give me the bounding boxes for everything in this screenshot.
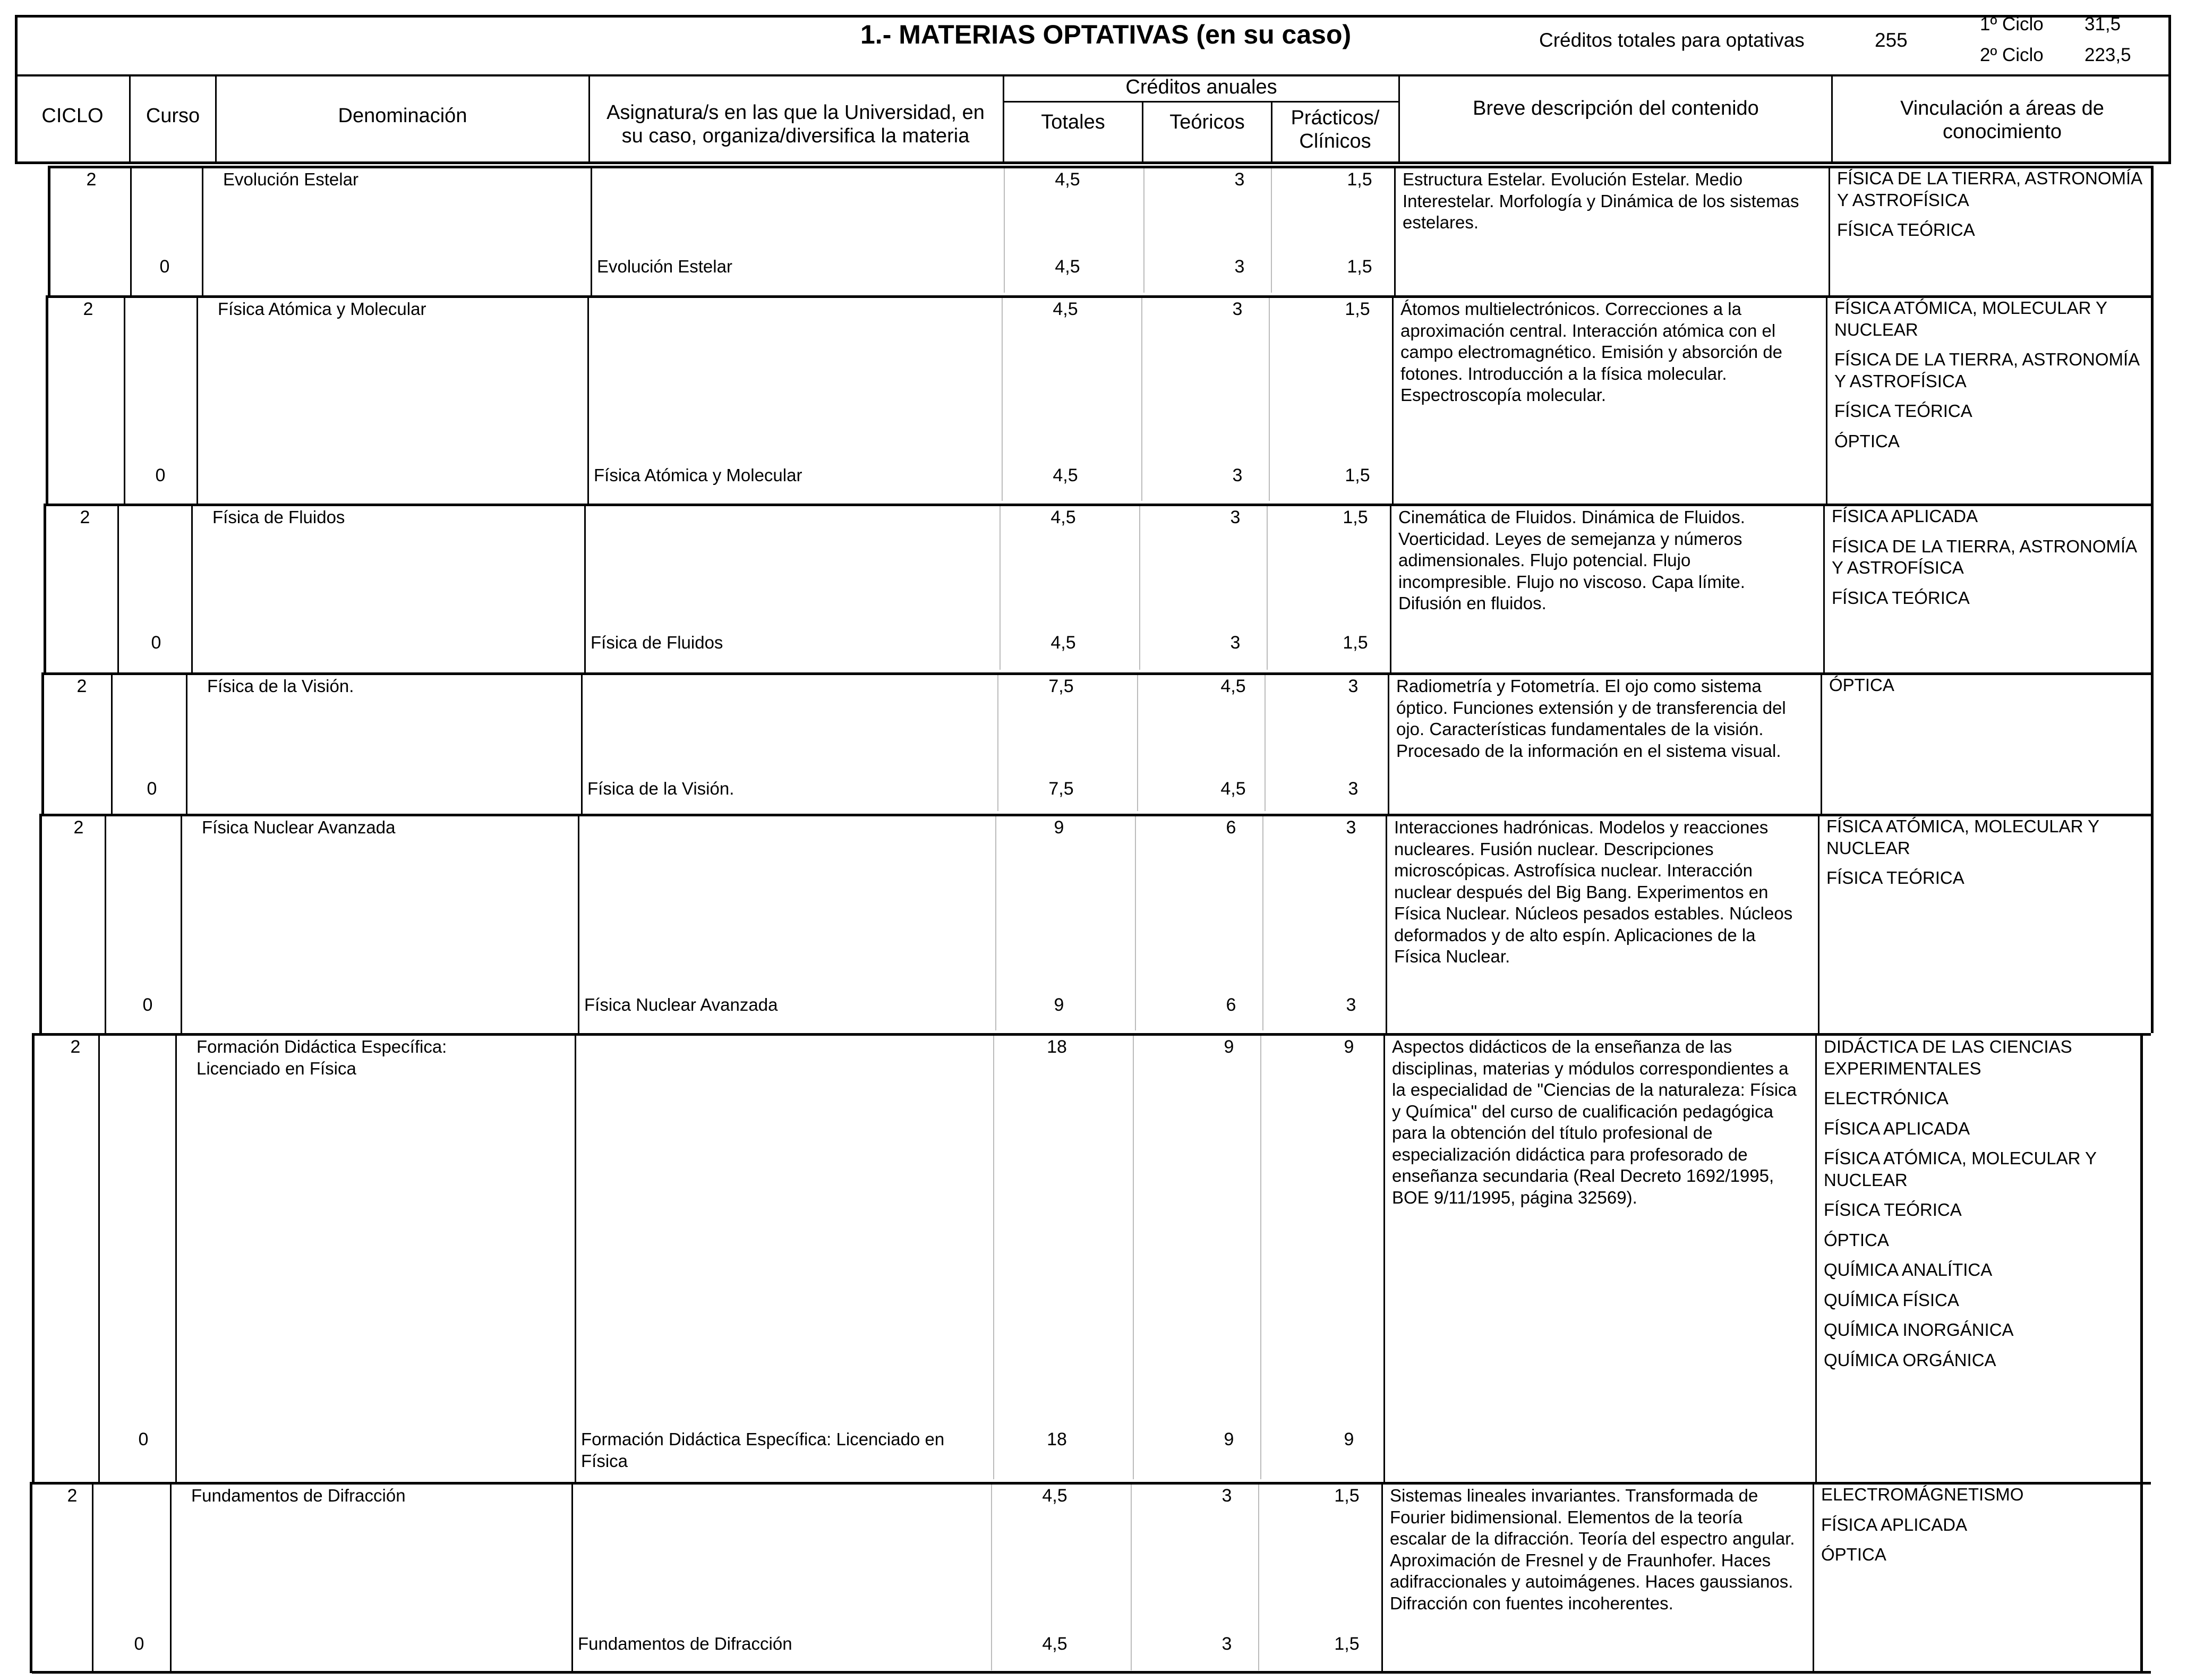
asignatura-curso: 0 <box>151 633 161 653</box>
creditos-subdivider <box>1003 101 1398 103</box>
cell-divider <box>202 166 203 295</box>
cell-divider-light <box>1133 1036 1134 1479</box>
row-right-border <box>2151 672 2154 814</box>
materia-creditos-teoricos: 4,5 <box>1220 676 1246 696</box>
area-conocimiento: FÍSICA TEÓRICA <box>1832 587 1970 608</box>
asignatura-creditos-totales: 4,5 <box>1050 633 1076 653</box>
area-conocimiento: FÍSICA ATÓMICA, MOLECULAR Y NUCLEAR <box>1824 1148 2097 1190</box>
materia-creditos-totales: 4,5 <box>1053 299 1078 319</box>
materia-creditos-teoricos: 3 <box>1230 507 1241 527</box>
materia-creditos-practicos: 1,5 <box>1347 169 1372 190</box>
asignatura-curso: 0 <box>142 995 153 1015</box>
cell-divider <box>1392 295 1394 504</box>
cell-divider <box>1818 814 1819 1033</box>
asignatura-curso: 0 <box>147 779 157 799</box>
area-conocimiento: FÍSICA APLICADA <box>1821 1514 1968 1534</box>
asignatura-creditos-practicos: 1,5 <box>1343 633 1368 653</box>
materia-areas <box>1821 1484 2129 1574</box>
asignatura-creditos-teoricos: 6 <box>1226 995 1236 1015</box>
area-conocimiento: FÍSICA DE LA TIERRA, ASTRONOMÍA Y ASTROFÍSICA <box>1837 168 2142 210</box>
row-right-border <box>2140 1033 2143 1482</box>
cell-divider <box>1390 504 1391 672</box>
cell-divider <box>1381 1482 1383 1673</box>
materia-descripcion: Interacciones hadrónicas. Modelos y reacciones nucleares. Fusión nuclear. Descripciones microscópicas. Astrofísica nuclear. Interacción nuclear después del Big Bang. Experimentos en Física Nuclear. Núcleos pesados estables. Núcleos deformados y de alto espín. Aplicaciones de la Física Nuclear. <box>1394 817 1793 966</box>
asignatura-creditos-practicos: 3 <box>1348 779 1359 799</box>
asignatura-creditos-totales: 4,5 <box>1053 465 1078 485</box>
asignatura-nombre: Evolución Estelar <box>597 257 732 276</box>
cell-divider <box>197 295 198 504</box>
cell-divider <box>1388 672 1389 814</box>
cell-divider <box>98 1033 100 1482</box>
cell-divider-light <box>997 675 998 811</box>
asignatura-creditos-teoricos: 4,5 <box>1220 779 1246 799</box>
cell-divider <box>578 814 579 1033</box>
table-bottom-border <box>32 1671 2151 1674</box>
materia-areas <box>1824 1036 2132 1379</box>
cell-divider <box>1823 504 1825 672</box>
row-left-border <box>30 1482 32 1673</box>
asignatura-creditos-teoricos: 3 <box>1234 257 1245 277</box>
area-conocimiento: ÓPTICA <box>1834 431 1900 451</box>
area-conocimiento: FÍSICA APLICADA <box>1832 506 1978 526</box>
materia-denominacion: Física de Fluidos <box>212 507 345 527</box>
materia-creditos-practicos: 3 <box>1348 676 1359 696</box>
col-header-denominacion: Denominación <box>338 105 467 127</box>
materia-creditos-teoricos: 3 <box>1234 169 1245 190</box>
materia-creditos-totales: 7,5 <box>1048 676 1074 696</box>
col-header-descripcion: Breve descripción del contenido <box>1473 97 1759 120</box>
materia-creditos-teoricos: 6 <box>1226 817 1236 838</box>
col-header-totales: Totales <box>1041 111 1105 133</box>
cell-divider <box>1813 1482 1814 1673</box>
asignatura-creditos-totales: 7,5 <box>1048 779 1074 799</box>
asignatura-nombre: Física Nuclear Avanzada <box>584 995 778 1014</box>
cell-divider <box>584 504 586 672</box>
cell-divider-light <box>1137 675 1138 811</box>
col-header-practicos: Prácticos/ Clínicos <box>1291 107 1380 152</box>
asignatura-nombre: Física Atómica y Molecular <box>594 465 802 485</box>
materia-denominacion: Física Nuclear Avanzada <box>202 817 396 837</box>
materia-denominacion: Formación Didáctica Específica: Licenciado en Física <box>197 1037 447 1078</box>
col-header-asignaturas: Asignatura/s en las que la Universidad, en su caso, organiza/diversifica la materia <box>606 101 985 147</box>
row-top-border <box>32 1033 2151 1036</box>
ciclo2-label: 2º Ciclo <box>1980 45 2044 65</box>
materia-creditos-practicos: 1,5 <box>1343 507 1368 527</box>
col-header-teoricos: Teóricos <box>1169 111 1245 133</box>
cell-divider-light <box>1139 506 1140 670</box>
asignatura-creditos-practicos: 1,5 <box>1334 1634 1360 1654</box>
materia-descripcion: Sistemas lineales invariantes. Transformada de Fourier bidimensional. Elementos de la teoría escalar de la difracción. Teoría del espectro angular. Aproximación de Fresnel y de Fraunhofer. Haces adifraccionales y autoimágenes. Haces gaussianos. Difracción con fuentes incoherentes. <box>1390 1486 1795 1613</box>
asignatura-creditos-totales: 9 <box>1054 995 1064 1015</box>
materia-denominacion: Física Atómica y Molecular <box>218 299 426 319</box>
ciclo2-value: 223,5 <box>2085 45 2131 65</box>
area-conocimiento: FÍSICA TEÓRICA <box>1837 220 1975 240</box>
materia-creditos-totales: 4,5 <box>1050 507 1076 527</box>
cell-divider <box>186 672 187 814</box>
cell-divider-light <box>1004 168 1005 293</box>
materia-denominacion: Evolución Estelar <box>223 169 358 189</box>
col-divider <box>1398 74 1400 164</box>
area-conocimiento: ÓPTICA <box>1821 1545 1886 1564</box>
cell-divider <box>117 504 119 672</box>
row-top-border <box>48 166 2151 168</box>
materia-descripcion: Estructura Estelar. Evolución Estelar. Medio Interestelar. Morfología y Dinámica de los sistemas estelares. <box>1403 169 1799 232</box>
asignatura-creditos-totales: 18 <box>1047 1429 1067 1449</box>
cell-divider <box>130 166 132 295</box>
materia-areas <box>1837 168 2145 250</box>
row-left-border <box>32 1033 35 1482</box>
cell-divider-light <box>1131 1485 1132 1670</box>
materia-denominacion: Física de la Visión. <box>207 676 354 696</box>
col-header-ciclo: CICLO <box>41 105 104 127</box>
asignatura-curso: 0 <box>138 1429 149 1449</box>
area-conocimiento: FÍSICA TEÓRICA <box>1834 401 1972 421</box>
row-left-border <box>46 295 48 504</box>
ciclo1-label: 1º Ciclo <box>1980 14 2044 35</box>
cell-divider-light <box>1143 168 1144 293</box>
asignatura-curso: 0 <box>134 1634 144 1654</box>
area-conocimiento: ELECTROMÁGNETISMO <box>1821 1485 2024 1504</box>
asignatura-creditos-teoricos: 3 <box>1230 633 1241 653</box>
col-divider <box>588 74 590 164</box>
materia-ciclo: 2 <box>86 169 97 190</box>
materia-creditos-totales: 4,5 <box>1055 169 1080 190</box>
asignatura-nombre: Física de Fluidos <box>591 633 723 652</box>
cell-divider <box>1821 672 1822 814</box>
cell-divider-light <box>1141 298 1142 501</box>
credits-total: 255 <box>1875 29 1908 51</box>
row-right-border <box>2151 166 2154 295</box>
materia-creditos-totales: 18 <box>1047 1037 1067 1057</box>
area-conocimiento: ÓPTICA <box>1829 675 1894 695</box>
col-header-vinculacion: Vinculación a áreas de conocimiento <box>1900 97 2104 143</box>
materia-denominacion: Fundamentos de Difracción <box>191 1486 406 1505</box>
materia-creditos-teoricos: 3 <box>1232 299 1243 319</box>
area-conocimiento: FÍSICA APLICADA <box>1824 1118 1970 1138</box>
cell-divider-light <box>1260 1036 1261 1479</box>
area-conocimiento: ÓPTICA <box>1824 1230 1889 1250</box>
row-right-border <box>2140 1482 2143 1673</box>
cell-divider-light <box>1002 298 1003 501</box>
cell-divider <box>1826 295 1827 504</box>
materia-ciclo: 2 <box>76 676 87 696</box>
asignatura-creditos-totales: 4,5 <box>1055 257 1080 277</box>
asignatura-nombre: Fundamentos de Difracción <box>578 1634 792 1653</box>
col-divider <box>1831 74 1833 164</box>
materia-creditos-practicos: 1,5 <box>1345 299 1370 319</box>
materia-descripcion: Radiometría y Fotometría. El ojo como sistema óptico. Funciones extensión y de transferencia del ojo. Características fundamentales de la visión. Procesado de la información en el sistema visual. <box>1396 676 1786 761</box>
asignatura-nombre: Formación Didáctica Específica: Licenciado en Física <box>581 1429 945 1471</box>
cell-divider <box>587 295 589 504</box>
asignatura-curso: 0 <box>159 257 170 277</box>
cell-divider <box>581 672 583 814</box>
row-left-border <box>44 504 46 672</box>
col-header-creditos: Créditos anuales <box>1125 76 1277 98</box>
cell-divider <box>575 1033 576 1482</box>
ciclo1-value: 31,5 <box>2085 14 2121 35</box>
materia-descripcion: Aspectos didácticos de la enseñanza de las disciplinas, materias y módulos correspondientes a la especialidad de "Ciencias de la naturaleza: Física y Química" del curso de cualificación pedagógica para la obtención del título profesional de especialización didáctica para profesorado de enseñanza secundaria (Real Decreto 1692/1995, BOE 9/11/1995, página 32569). <box>1392 1037 1797 1207</box>
materia-descripcion: Átomos multielectrónicos. Correcciones a la aproximación central. Interacción atómica con el campo electromagnético. Emisión y absorción de fotones. Introducción a la física molecular. Espectroscopía molecular. <box>1400 299 1783 405</box>
cell-divider <box>105 814 106 1033</box>
row-left-border <box>48 166 50 295</box>
cell-divider <box>1383 1033 1385 1482</box>
row-right-border <box>2151 814 2154 1033</box>
asignatura-creditos-teoricos: 9 <box>1224 1429 1234 1449</box>
asignatura-creditos-practicos: 9 <box>1344 1429 1354 1449</box>
materia-areas <box>1829 675 2137 705</box>
asignatura-creditos-totales: 4,5 <box>1042 1634 1067 1654</box>
cell-divider <box>191 504 193 672</box>
cell-divider <box>175 1033 177 1482</box>
materia-creditos-teoricos: 9 <box>1224 1037 1234 1057</box>
materia-ciclo: 2 <box>67 1486 78 1506</box>
materia-creditos-totales: 9 <box>1054 817 1064 838</box>
cell-divider <box>571 1482 573 1673</box>
materia-ciclo: 2 <box>80 507 90 527</box>
area-conocimiento: DIDÁCTICA DE LAS CIENCIAS EXPERIMENTALES <box>1824 1037 2072 1078</box>
materia-areas <box>1832 506 2140 617</box>
asignatura-creditos-teoricos: 3 <box>1232 465 1243 485</box>
area-conocimiento: QUÍMICA INORGÁNICA <box>1824 1320 2014 1340</box>
row-right-border <box>2151 504 2154 672</box>
area-conocimiento: FÍSICA TEÓRICA <box>1826 868 1964 888</box>
area-conocimiento: FÍSICA ATÓMICA, MOLECULAR Y NUCLEAR <box>1834 298 2107 339</box>
row-left-border <box>39 814 42 1033</box>
col-header-curso: Curso <box>146 105 200 127</box>
materia-ciclo: 2 <box>83 299 93 319</box>
area-conocimiento: FÍSICA DE LA TIERRA, ASTRONOMÍA Y ASTROFÍSICA <box>1834 349 2139 391</box>
col-divider <box>1271 101 1272 164</box>
cell-divider <box>1394 166 1396 295</box>
cell-divider <box>1829 166 1830 295</box>
row-left-border <box>41 672 44 814</box>
asignatura-creditos-practicos: 1,5 <box>1347 257 1372 277</box>
area-conocimiento: FÍSICA TEÓRICA <box>1824 1200 1962 1220</box>
materia-creditos-practicos: 1,5 <box>1334 1486 1360 1506</box>
materia-creditos-teoricos: 3 <box>1221 1486 1232 1506</box>
asignatura-creditos-teoricos: 3 <box>1221 1634 1232 1654</box>
materia-creditos-practicos: 3 <box>1346 817 1356 838</box>
cell-divider-light <box>991 1485 992 1670</box>
asignatura-creditos-practicos: 1,5 <box>1345 465 1370 485</box>
area-conocimiento: FÍSICA ATÓMICA, MOLECULAR Y NUCLEAR <box>1826 816 2099 858</box>
materia-ciclo: 2 <box>73 817 84 838</box>
credits-label: Créditos totales para optativas <box>1539 29 1805 51</box>
area-conocimiento: QUÍMICA ORGÁNICA <box>1824 1350 1996 1370</box>
table-top-border <box>15 15 2171 18</box>
cell-divider <box>1815 1033 1817 1482</box>
materia-areas <box>1826 816 2134 898</box>
header-bottom-border <box>15 161 2171 164</box>
area-conocimiento: FÍSICA DE LA TIERRA, ASTRONOMÍA Y ASTROFÍSICA <box>1832 536 2137 577</box>
table-right-border <box>2168 15 2171 164</box>
cell-divider-light <box>1135 816 1136 1030</box>
area-conocimiento: ELECTRÓNICA <box>1824 1088 1949 1108</box>
asignatura-nombre: Física de la Visión. <box>587 779 734 798</box>
materia-descripcion: Cinemática de Fluidos. Dinámica de Fluidos. Voerticidad. Leyes de semejanza y números adimensionales. Flujo potencial. Flujo incompresible. Flujo no viscoso. Capa límite. Difusión en fluidos. <box>1398 507 1745 613</box>
asignatura-creditos-practicos: 3 <box>1346 995 1356 1015</box>
cell-divider <box>181 814 182 1033</box>
page-title: 1.- MATERIAS OPTATIVAS (en su caso) <box>860 20 1352 49</box>
materia-ciclo: 2 <box>70 1037 81 1057</box>
asignatura-curso: 0 <box>155 465 166 485</box>
cell-divider-light <box>995 816 996 1030</box>
materia-creditos-totales: 4,5 <box>1042 1486 1067 1506</box>
cell-divider-light <box>993 1036 994 1479</box>
area-conocimiento: QUÍMICA FÍSICA <box>1824 1290 1959 1310</box>
cell-divider <box>591 166 592 295</box>
cell-divider-light <box>999 506 1001 670</box>
row-right-border <box>2151 295 2154 504</box>
cell-divider <box>92 1482 93 1673</box>
materia-areas <box>1834 297 2142 460</box>
area-conocimiento: QUÍMICA ANALÍTICA <box>1824 1260 1993 1280</box>
cell-divider <box>1386 814 1387 1033</box>
cell-divider <box>124 295 125 504</box>
materia-creditos-practicos: 9 <box>1344 1037 1354 1057</box>
table-left-border <box>15 15 18 164</box>
